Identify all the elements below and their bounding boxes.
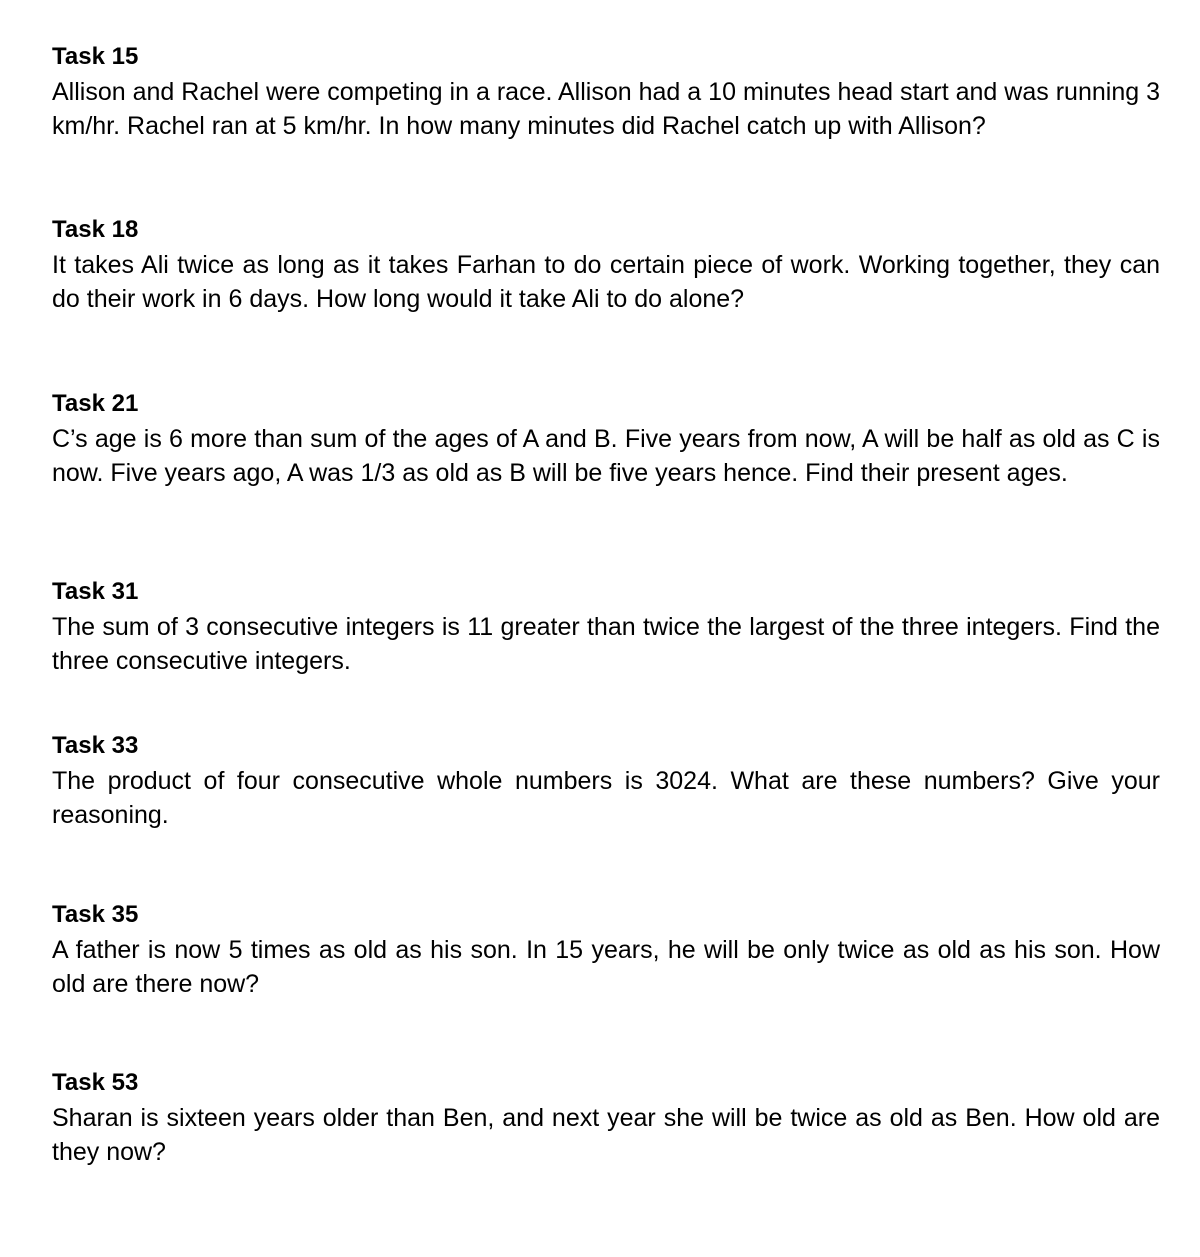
task-title: Task 21 (52, 390, 139, 417)
task-text: Allison and Rachel were competing in a race. Allison had a 10 minutes head start and was running 3 km/hr. Rachel ran at 5 km/hr. In how many minutes did Rachel catch up with Allison? (52, 78, 1160, 140)
task-35 (52, 900, 1160, 1001)
task-title: Task 33 (52, 732, 139, 759)
task-31 (52, 577, 1160, 678)
task-33 (52, 731, 1160, 832)
task-53 (52, 1068, 1160, 1169)
task-title: Task 53 (52, 1069, 139, 1096)
task-title: Task 31 (52, 578, 139, 605)
task-title: Task 15 (52, 43, 139, 70)
task-text: The sum of 3 consecutive integers is 11 greater than twice the largest of the three integers. Find the three consecutive integers. (52, 613, 1160, 675)
task-text: A father is now 5 times as old as his son. In 15 years, he will be only twice as old as his son. How old are there now? (52, 936, 1160, 998)
task-21 (52, 389, 1160, 490)
task-text: C’s age is 6 more than sum of the ages of A and B. Five years from now, A will be half as old as C is now. Five years ago, A was 1/3 as old as B will be five years hence. Find their present ages. (52, 425, 1160, 487)
task-18 (52, 215, 1160, 316)
task-text: Sharan is sixteen years older than Ben, and next year she will be twice as old as Ben. How old are they now? (52, 1104, 1160, 1166)
task-title: Task 18 (52, 216, 139, 243)
task-15 (52, 42, 1160, 143)
task-title: Task 35 (52, 901, 139, 928)
task-text: The product of four consecutive whole numbers is 3024. What are these numbers? Give your reasoning. (52, 767, 1160, 829)
task-text: It takes Ali twice as long as it takes Farhan to do certain piece of work. Working together, they can do their work in 6 days. How long would it take Ali to do alone? (52, 251, 1160, 313)
